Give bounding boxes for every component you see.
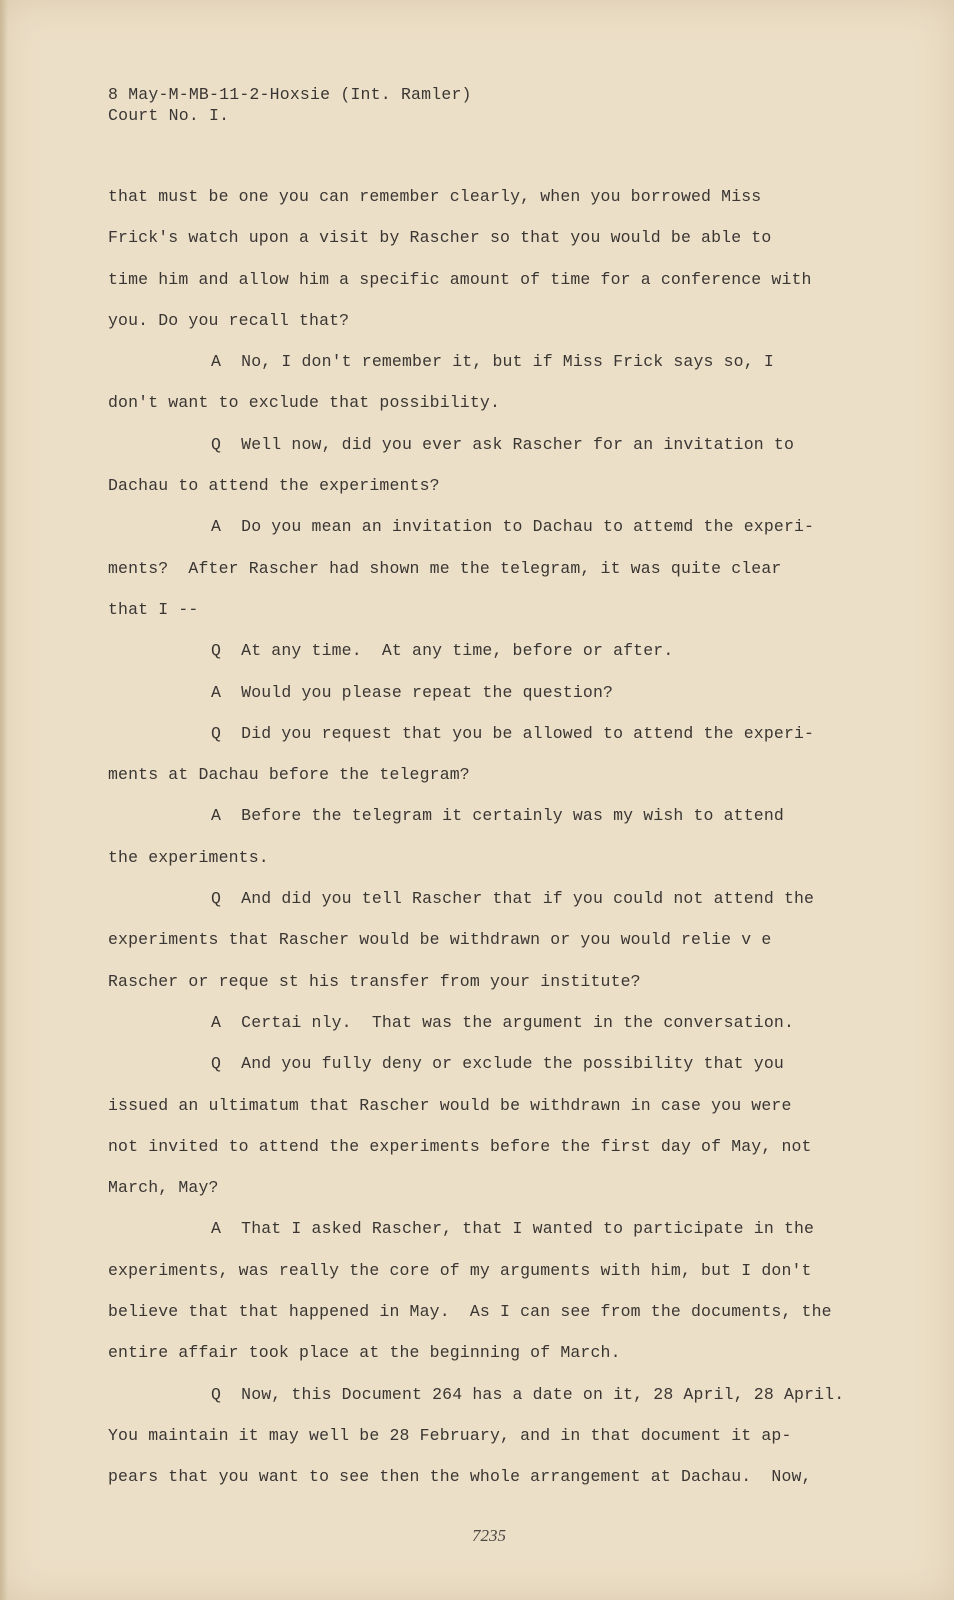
transcript-line: March, May? — [108, 1178, 219, 1198]
transcript-line: You maintain it may well be 28 February, and in that document it ap- — [108, 1425, 792, 1445]
transcript-line: you. Do you recall that? — [108, 310, 350, 330]
transcript-line: Q And you fully deny or exclude the possibility that you — [211, 1054, 784, 1074]
transcript-line: A No, I don't remember it, but if Miss Frick says so, I — [211, 352, 774, 372]
transcript-line: Q Now, this Document 264 has a date on it, 28 April, 28 April. — [211, 1384, 845, 1404]
transcript-line: A Certai nly. That was the argument in the conversation. — [211, 1012, 794, 1032]
transcript-line: the experiments. — [108, 847, 269, 867]
page-edge-shadow — [0, 0, 8, 1600]
page-number: 7235 — [472, 1526, 506, 1545]
transcript-line: ments at Dachau before the telegram? — [108, 765, 470, 785]
transcript-line: that I -- — [108, 599, 199, 619]
header-line-1: 8 May-M-MB-11-2-Hoxsie (Int. Ramler) — [108, 85, 472, 104]
transcript-line: A Before the telegram it certainly was my wish to attend — [211, 806, 784, 826]
transcript-line: don't want to exclude that possibility. — [108, 393, 501, 413]
transcript-line: Q And did you tell Rascher that if you could not attend the — [211, 889, 815, 909]
transcript-line: pears that you want to see then the whole arrangement at Dachau. Now, — [108, 1467, 812, 1487]
transcript-line: Q Did you request that you be allowed to attend the experi- — [211, 723, 815, 743]
transcript-line: experiments that Rascher would be withdrawn or you would relie v e — [108, 930, 772, 950]
transcript-line: Q At any time. At any time, before or after. — [211, 641, 674, 661]
transcript-line: that must be one you can remember clearly, when you borrowed Miss — [108, 187, 762, 206]
transcript-line: Q Well now, did you ever ask Rascher for an invitation to — [211, 434, 794, 454]
transcript-line: Rascher or reque st his transfer from your institute? — [108, 971, 641, 991]
transcript-line: time him and allow him a specific amount of time for a conference with — [108, 269, 812, 289]
transcript-line: Frick's watch upon a visit by Rascher so that you would be able to — [108, 228, 772, 248]
transcript-line: not invited to attend the experiments before the first day of May, not — [108, 1136, 812, 1156]
transcript-line: issued an ultimatum that Rascher would be withdrawn in case you were — [108, 1095, 792, 1115]
transcript-line: Dachau to attend the experiments? — [108, 476, 440, 496]
transcript-line: experiments, was really the core of my arguments with him, but I don't — [108, 1260, 812, 1280]
transcript-line: entire affair took place at the beginning of March. — [108, 1343, 621, 1363]
transcript-line: A That I asked Rascher, that I wanted to participate in the — [211, 1219, 815, 1239]
transcript-line: ments? After Rascher had shown me the telegram, it was quite clear — [108, 558, 782, 578]
header-line-2: Court No. I. — [108, 106, 230, 125]
transcript-body — [108, 186, 868, 1508]
transcript-line: believe that that happened in May. As I can see from the documents, the — [108, 1302, 832, 1322]
transcript-line: A Would you please repeat the question? — [211, 682, 614, 702]
transcript-line: A Do you mean an invitation to Dachau to attemd the experi- — [211, 517, 815, 537]
document-header — [108, 84, 472, 126]
